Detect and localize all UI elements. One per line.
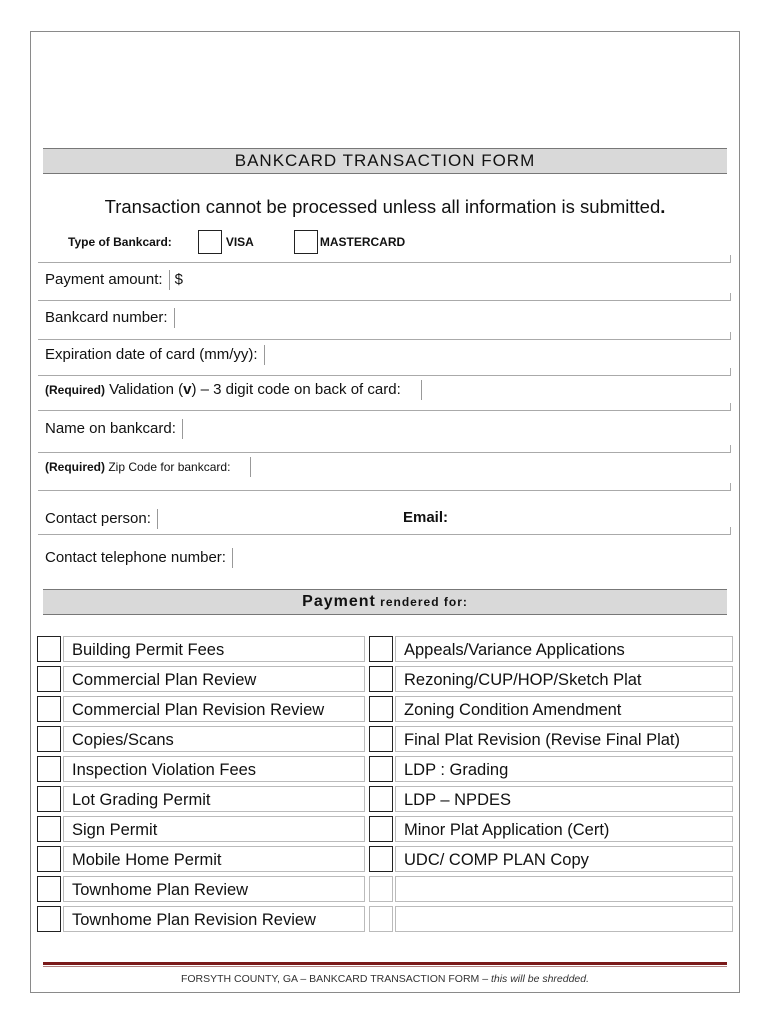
payment-option-left: Townhome Plan Revision Review — [63, 906, 365, 932]
footer-italic: this will be shredded. — [490, 973, 590, 985]
payment-checkbox[interactable] — [37, 816, 61, 842]
payment-checkbox[interactable] — [37, 666, 61, 692]
footer-rule-thin — [43, 966, 727, 967]
payment-option-right: LDP – NPDES — [395, 786, 733, 812]
payment-option-left: Building Permit Fees — [63, 636, 365, 662]
payment-option-right: Final Plat Revision (Revise Final Plat) — [395, 726, 733, 752]
expiration-label: Expiration date of card (mm/yy): — [45, 345, 258, 363]
payment-amount-row — [45, 270, 189, 290]
payment-checkbox[interactable] — [37, 636, 61, 662]
mastercard-checkbox[interactable] — [294, 230, 318, 254]
payment-title-strong: Payment — [302, 593, 376, 610]
contact-person-label: Contact person: — [45, 509, 151, 527]
payment-amount-input[interactable]: $ — [169, 270, 189, 290]
payment-option-left: Commercial Plan Review — [63, 666, 365, 692]
validation-label: Validation ( — [105, 380, 184, 398]
footer — [0, 973, 770, 985]
visa-label: VISA — [225, 235, 254, 249]
name-on-card-input[interactable] — [182, 419, 202, 439]
payment-checkbox[interactable] — [369, 756, 393, 782]
payment-checkbox[interactable] — [37, 876, 61, 902]
payment-checkbox[interactable] — [37, 756, 61, 782]
payment-checkbox[interactable] — [37, 846, 61, 872]
payment-option-right — [395, 876, 733, 902]
payment-checkbox[interactable] — [369, 726, 393, 752]
payment-option-left: Mobile Home Permit — [63, 846, 365, 872]
validation-row — [45, 380, 441, 400]
validation-v: v — [183, 380, 192, 398]
payment-row — [37, 904, 733, 934]
divider — [38, 410, 731, 411]
mastercard-label: MASTERCARD — [319, 235, 406, 249]
card-type-row — [68, 230, 405, 254]
payment-option-left: Inspection Violation Fees — [63, 756, 365, 782]
payment-row — [37, 664, 733, 694]
payment-amount-label: Payment amount: — [45, 270, 163, 288]
name-on-card-label: Name on bankcard: — [45, 419, 176, 437]
payment-checkbox-empty — [369, 876, 393, 902]
expiration-row — [45, 345, 284, 365]
card-type-label: Type of Bankcard: — [68, 235, 172, 249]
form-title: BANKCARD TRANSACTION FORM — [43, 148, 727, 174]
payment-row — [37, 814, 733, 844]
contact-phone-input[interactable] — [232, 548, 252, 568]
zip-label: Zip Code for bankcard: — [105, 459, 231, 474]
divider — [38, 375, 731, 376]
footer-rule — [43, 962, 727, 965]
divider — [38, 339, 731, 340]
payment-row — [37, 784, 733, 814]
divider — [38, 534, 731, 535]
divider — [38, 490, 731, 491]
name-on-card-row — [45, 419, 202, 439]
payment-row — [37, 634, 733, 664]
payment-checkbox[interactable] — [369, 666, 393, 692]
bankcard-number-row — [45, 308, 194, 328]
payment-option-right: Rezoning/CUP/HOP/Sketch Plat — [395, 666, 733, 692]
payment-checkbox[interactable] — [37, 696, 61, 722]
payment-option-right — [395, 906, 733, 932]
payment-checkbox[interactable] — [37, 906, 61, 932]
payment-checkbox[interactable] — [37, 786, 61, 812]
payment-checkbox-empty — [369, 906, 393, 932]
notice-text: Transaction cannot be processed unless all information is submitted — [104, 196, 661, 217]
validation-input[interactable] — [421, 380, 441, 400]
payment-option-left: Lot Grading Permit — [63, 786, 365, 812]
payment-section-title — [43, 589, 727, 615]
zip-input[interactable] — [250, 457, 270, 477]
bankcard-number-input[interactable] — [174, 308, 194, 328]
payment-option-left: Townhome Plan Review — [63, 876, 365, 902]
payment-row — [37, 874, 733, 904]
divider — [38, 262, 731, 263]
divider — [38, 300, 731, 301]
validation-label-rest: ) – 3 digit code on back of card: — [191, 380, 401, 398]
payment-checkbox[interactable] — [369, 696, 393, 722]
notice-period: . — [660, 196, 666, 217]
payment-checkbox[interactable] — [369, 636, 393, 662]
form-notice — [0, 196, 770, 218]
divider — [38, 452, 731, 453]
payment-checkbox[interactable] — [369, 816, 393, 842]
payment-option-left: Sign Permit — [63, 816, 365, 842]
payment-title-rest: rendered for: — [375, 595, 468, 609]
payment-option-right: LDP : Grading — [395, 756, 733, 782]
contact-person-row — [45, 509, 177, 529]
visa-checkbox[interactable] — [198, 230, 222, 254]
payment-row — [37, 844, 733, 874]
zip-required: (Required) — [45, 459, 105, 474]
payment-checkbox[interactable] — [369, 846, 393, 872]
expiration-input[interactable] — [264, 345, 284, 365]
payment-row — [37, 724, 733, 754]
contact-phone-label: Contact telephone number: — [45, 548, 226, 566]
zip-row — [45, 457, 270, 477]
contact-person-input[interactable] — [157, 509, 177, 529]
payment-row — [37, 754, 733, 784]
payment-row — [37, 694, 733, 724]
payment-option-right: Appeals/Variance Applications — [395, 636, 733, 662]
payment-option-right: Zoning Condition Amendment — [395, 696, 733, 722]
payment-option-right: UDC/ COMP PLAN Copy — [395, 846, 733, 872]
payment-checkbox[interactable] — [37, 726, 61, 752]
validation-required: (Required) — [45, 382, 105, 397]
email-label: Email: — [403, 509, 449, 526]
payment-option-left: Commercial Plan Revision Review — [63, 696, 365, 722]
bankcard-number-label: Bankcard number: — [45, 308, 168, 326]
payment-option-left: Copies/Scans — [63, 726, 365, 752]
footer-text: FORSYTH COUNTY, GA – BANKCARD TRANSACTION FORM – — [180, 973, 491, 985]
payment-option-right: Minor Plat Application (Cert) — [395, 816, 733, 842]
contact-phone-row — [45, 548, 252, 568]
payment-checkbox[interactable] — [369, 786, 393, 812]
